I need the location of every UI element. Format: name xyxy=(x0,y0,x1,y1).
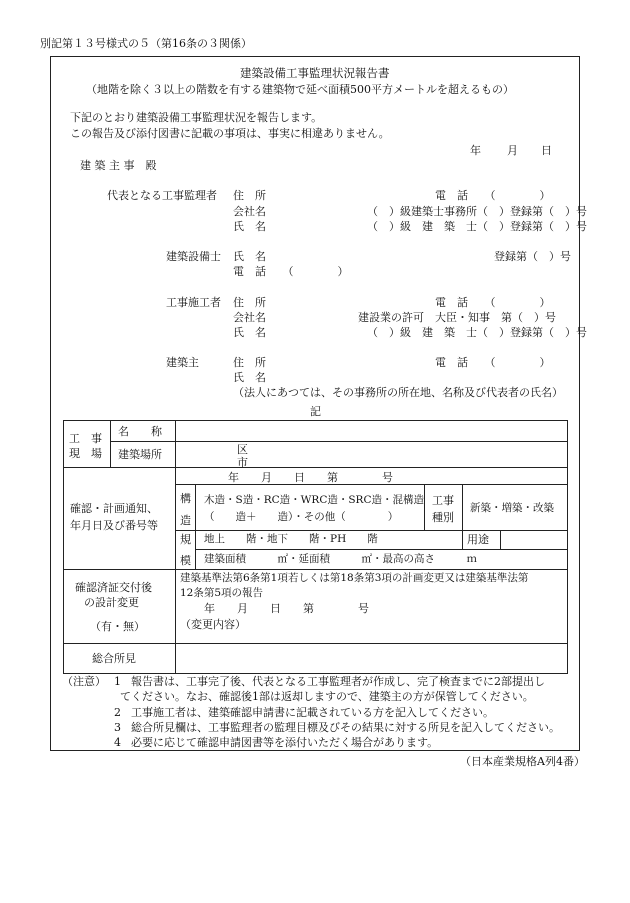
opinion-label: 総合所見 xyxy=(92,652,136,665)
owner-name-label: 氏 名 xyxy=(233,371,266,384)
owner-phone: 電 話 （ ） xyxy=(435,356,551,369)
confirm-label-2: 年月日及び番号等 xyxy=(70,519,158,532)
table-line xyxy=(63,420,568,421)
site-label-1: 工 事 xyxy=(69,432,102,445)
table-line xyxy=(175,530,568,531)
table-line xyxy=(195,549,568,550)
rep-office-reg: （ ）級建築士事務所（ ）登録第（ ）号 xyxy=(367,205,587,218)
table-line xyxy=(63,420,64,673)
change-text-2: 12条第5項の報告 xyxy=(180,587,264,599)
note-3-number: 3 xyxy=(114,721,121,734)
confirm-label-1: 確認・計画通知、 xyxy=(70,502,158,515)
place-label: 建築場所 xyxy=(118,448,162,461)
owner-address-label: 住 所 xyxy=(233,356,266,369)
area: 建築面積 ㎡・延面積 ㎡・最高の高さ ｍ xyxy=(204,553,477,565)
owner-label: 建築主 xyxy=(166,356,199,369)
note-1-line-2: てください。なお、確認後1部は返却しますので、建築主の方が保管してください。 xyxy=(120,690,534,703)
equip-phone: 電 話 （ ） xyxy=(233,265,349,278)
intro-line-2: この報告及び添付図書に記載の事項は、事実に相違ありません。 xyxy=(70,127,390,140)
change-date: 年 月 日 第 号 xyxy=(204,602,369,615)
intro-line-1: 下記のとおり建築設備工事監理状況を報告します。 xyxy=(70,111,323,124)
rep-license-reg: （ ）級 建 築 士（ ）登録第（ ）号 xyxy=(367,220,587,233)
ward-label: 区 xyxy=(237,443,248,456)
equip-name-label: 氏 名 xyxy=(233,250,266,263)
city-label: 市 xyxy=(237,456,248,469)
note-2: 工事施工者は、建築確認申請書に記載されている方を記入してください。 xyxy=(131,706,494,719)
date-year: 年 xyxy=(470,144,481,157)
rep-address-label: 住 所 xyxy=(233,189,266,202)
table-line xyxy=(63,569,568,570)
note-1-number: 1 xyxy=(114,675,121,688)
rep-label: 代表となる工事監理者 xyxy=(107,189,217,202)
contractor-phone: 電 話 （ ） xyxy=(435,296,551,309)
site-label-2: 現 場 xyxy=(69,447,102,460)
note-4: 必要に応じて確認申請図書等を添付いただく場合があります。 xyxy=(131,736,439,749)
form-header: 別記第１３号様式の５（第16条の３関係） xyxy=(40,37,252,50)
structure-options: 木造・S造・RC造・WRC造・SRC造・混構造 xyxy=(204,494,424,506)
note-2-number: 2 xyxy=(114,706,121,719)
table-line xyxy=(462,484,463,530)
change-label-2: の設計変更 xyxy=(84,596,139,609)
contractor-address-label: 住 所 xyxy=(233,296,266,309)
footer-paper-size: （日本産業規格A列4番） xyxy=(460,755,585,768)
work-type-options: 新築・増築・改築 xyxy=(470,502,554,514)
equip-reg: 登録第（ ）号 xyxy=(494,250,571,263)
contractor-license: （ ）級 建 築 士（ ）登録第（ ）号 xyxy=(367,326,587,339)
work-type-label-2: 種別 xyxy=(432,511,454,524)
structure-other: （ 造＋ 造）・その他（ ） xyxy=(204,511,399,523)
form-title: 建築設備工事監理状況報告書 xyxy=(240,66,390,80)
name-label: 名 称 xyxy=(118,425,162,438)
change-label-1: 確認済証交付後 xyxy=(75,581,152,594)
note-4-number: 4 xyxy=(114,736,121,749)
change-text-1: 建築基準法第6条第1項若しくは第18条第3項の計画変更又は建築基準法第 xyxy=(180,572,529,584)
table-line xyxy=(175,420,176,673)
change-content: （変更内容） xyxy=(180,618,246,631)
date-month: 月 xyxy=(507,144,518,157)
rep-company-label: 会社名 xyxy=(233,205,266,218)
addressee: 建 築 主 事 殿 xyxy=(80,159,157,172)
table-line xyxy=(63,673,568,674)
scale-label-2: 模 xyxy=(180,554,191,567)
change-label-3: （有・無） xyxy=(90,620,145,633)
table-line xyxy=(462,530,463,549)
contractor-label: 工事施工者 xyxy=(166,296,221,309)
contractor-company-label: 会社名 xyxy=(233,311,266,324)
note-1-line-1: 報告書は、工事完了後、代表となる工事監理者が作成し、完了検査までに2部提出し xyxy=(131,675,545,688)
structure-label-2: 造 xyxy=(180,514,191,527)
contractor-name-label: 氏 名 xyxy=(233,326,266,339)
structure-label-1: 構 xyxy=(180,492,191,505)
floors: 地上 階・地下 階・PH 階 xyxy=(204,533,378,545)
form-subtitle: （地階を除く３以上の階数を有する建築物で延べ面積500平方メートルを超えるもの） xyxy=(86,83,514,96)
table-line xyxy=(567,420,568,673)
scale-label-1: 規 xyxy=(180,533,191,546)
note-3: 総合所見欄は、工事監理者の監理目標及びその結果に対する所見を記入してください。 xyxy=(131,721,560,734)
table-line xyxy=(63,467,568,468)
confirm-date: 年 月 日 第 号 xyxy=(228,471,393,484)
date-day: 日 xyxy=(541,144,552,157)
notes-label: （注意） xyxy=(62,675,106,688)
rep-name-label: 氏 名 xyxy=(233,220,266,233)
rep-phone: 電 話 （ ） xyxy=(435,189,551,202)
table-line xyxy=(175,484,568,485)
table-line xyxy=(195,484,196,569)
equip-label: 建築設備士 xyxy=(166,250,221,263)
owner-note: （法人にあつては、その事務所の所在地、名称及び代表者の氏名） xyxy=(233,386,563,399)
ki-label: 記 xyxy=(310,405,321,418)
table-line xyxy=(63,643,568,644)
work-type-label-1: 工事 xyxy=(432,494,454,507)
use-label: 用途 xyxy=(467,533,489,546)
table-line xyxy=(500,530,501,549)
table-line xyxy=(110,420,111,467)
table-line xyxy=(110,441,568,442)
contractor-permit: 建設業の許可 大臣・知事 第（ ）号 xyxy=(358,311,556,324)
table-line xyxy=(424,484,425,530)
